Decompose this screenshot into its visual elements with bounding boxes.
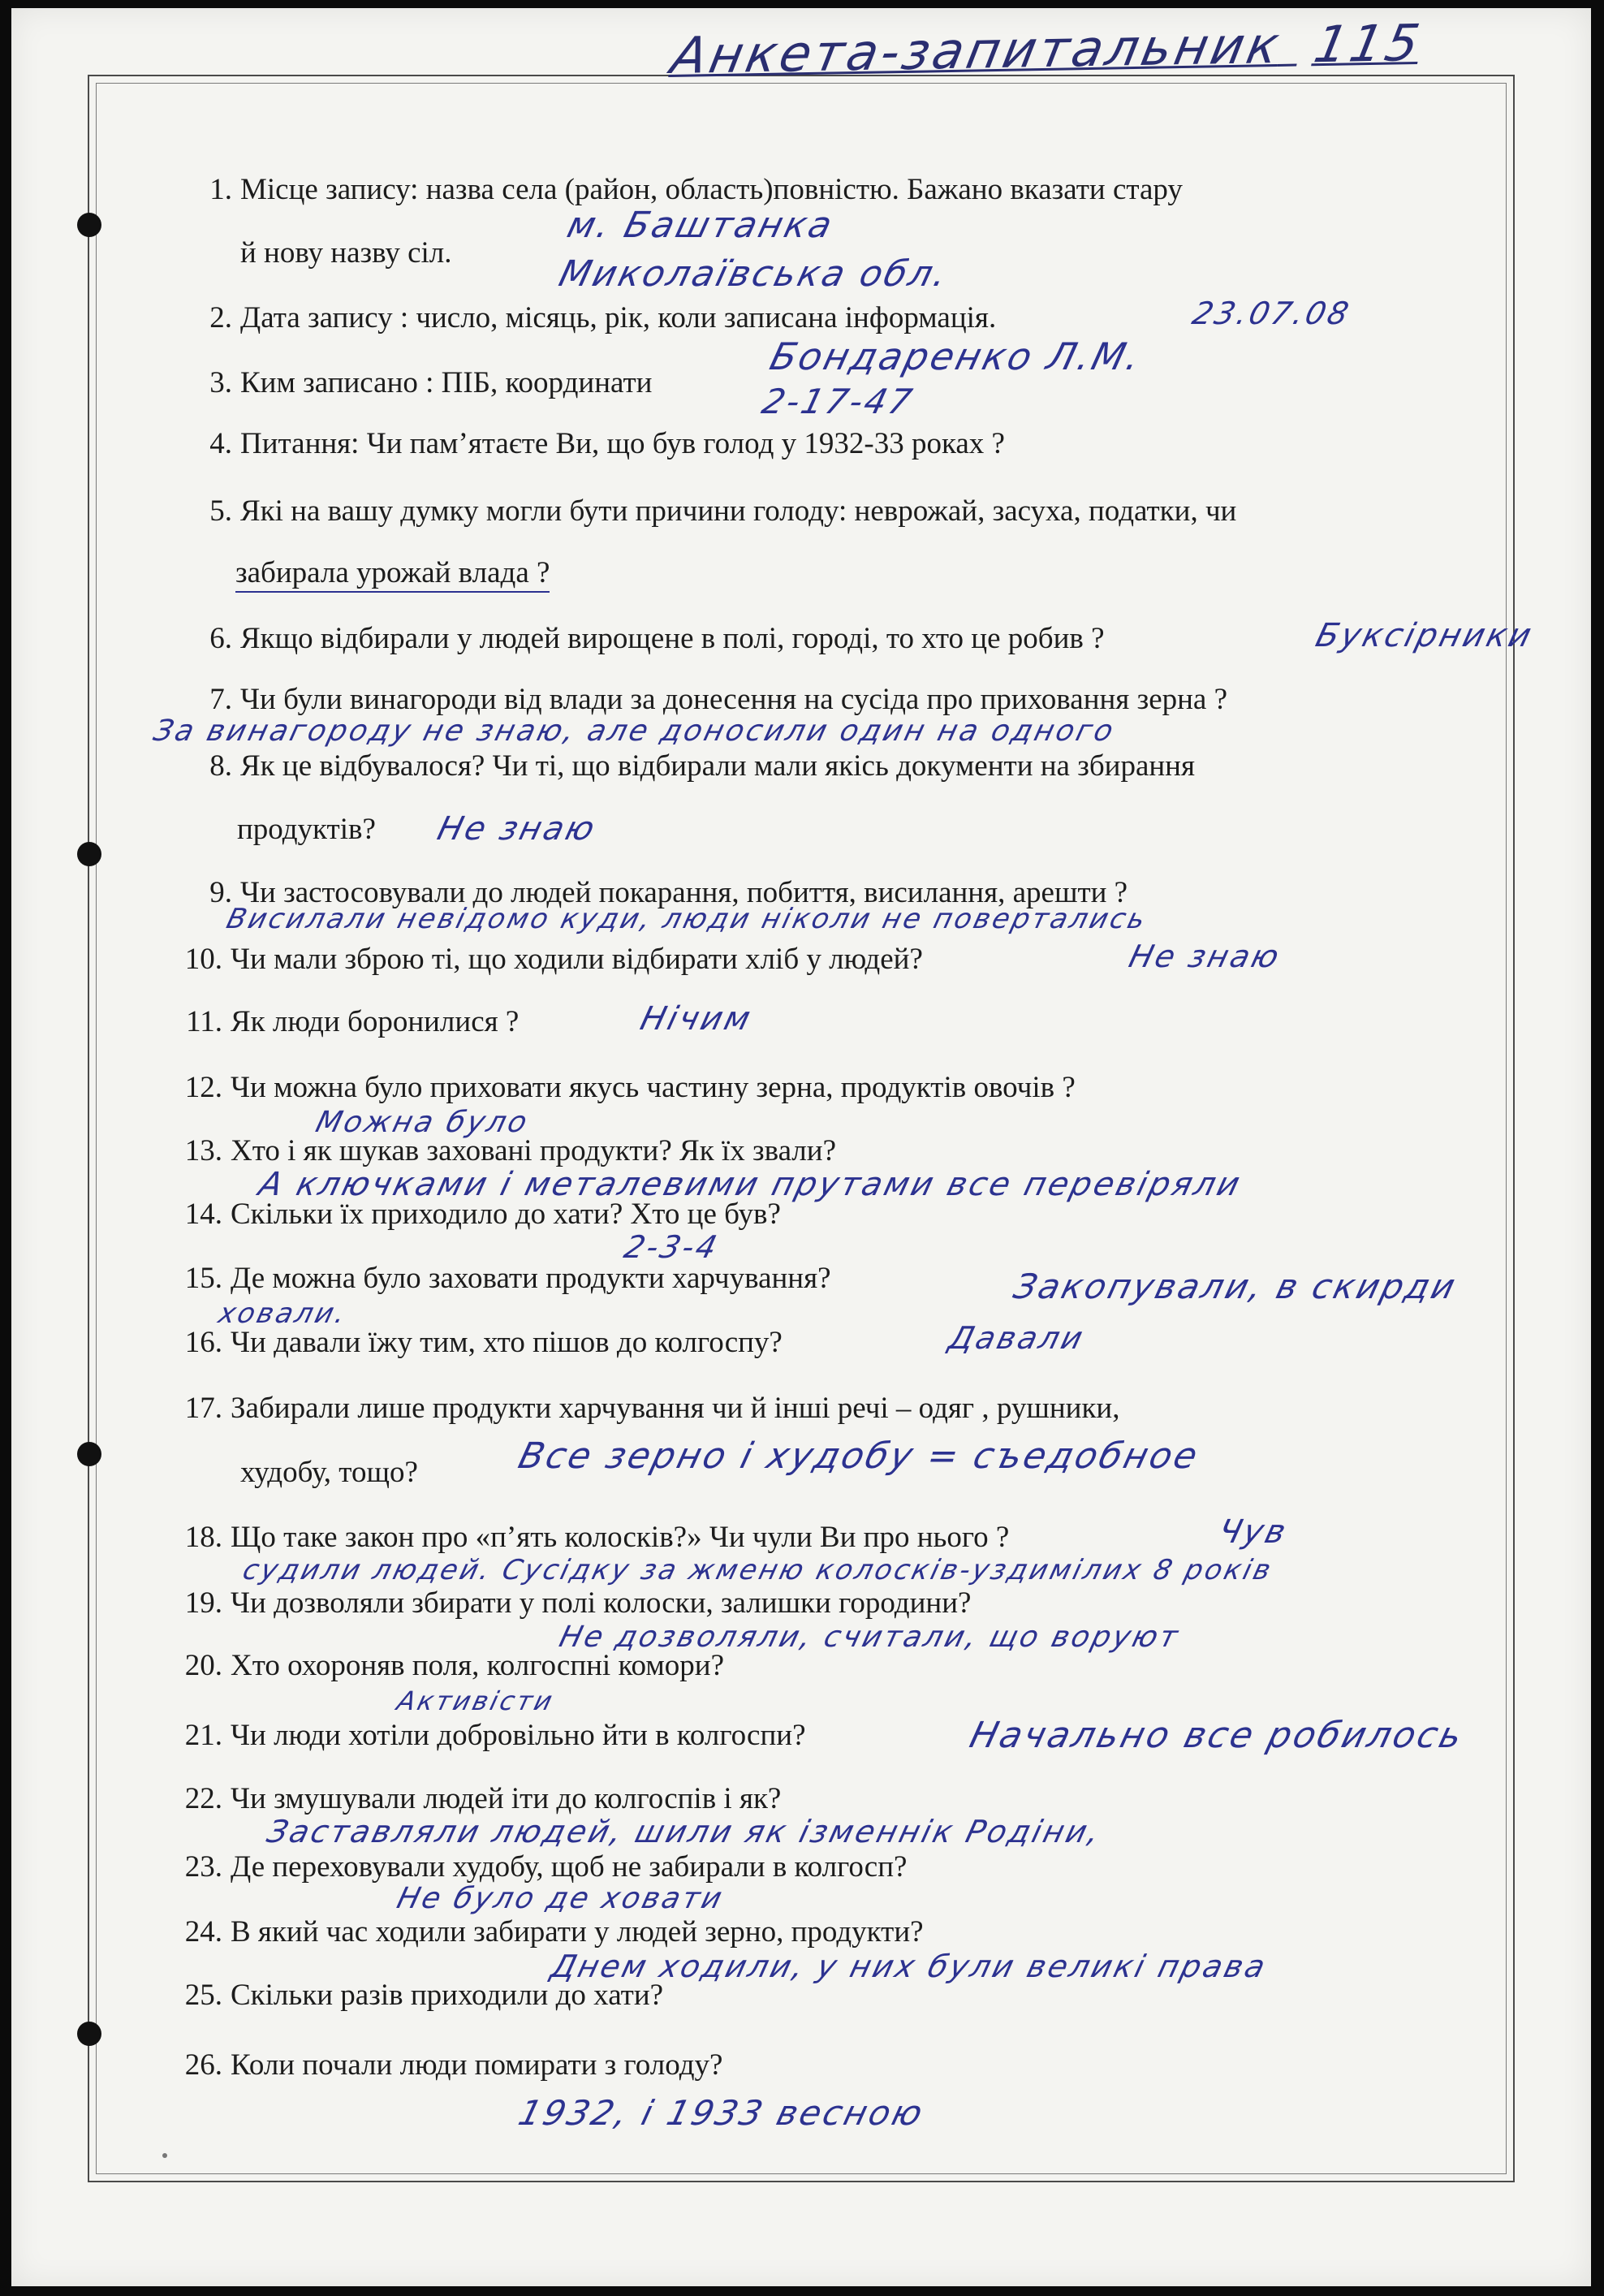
- form-number: 115: [1309, 12, 1428, 75]
- answer-1-region: Миколаївська обл.: [554, 253, 954, 295]
- answer-23: Не було де ховати: [393, 1882, 728, 1915]
- answer-15-line-2: ховали.: [215, 1297, 351, 1330]
- question-24: 24. В який час ходили забирати у людей зерно, продукти?: [184, 1915, 924, 1949]
- question-3: 3. Ким записано : ПІБ, координати: [209, 366, 653, 399]
- punch-hole: [77, 842, 101, 866]
- question-22: 22. Чи змушували людей іти до колгоспів і як?: [184, 1782, 782, 1815]
- form-title: Анкета-запитальник: [666, 15, 1287, 86]
- question-5: 5. Які на вашу думку могли бути причини голоду: неврожай, засуха, податки, чи: [209, 494, 1237, 528]
- question-13: 13. Хто і як шукав заховані продукти? Як їх звали?: [184, 1134, 836, 1167]
- answer-16: Давали: [945, 1320, 1089, 1356]
- question-7: 7. Чи були винагороди від влади за донесення на сусіда про приховання зерна ?: [209, 683, 1228, 716]
- ink-dot: [162, 2153, 167, 2158]
- question-1-line-2: й нову назву сіл.: [240, 236, 452, 270]
- answer-21: Начально все робилось: [965, 1715, 1469, 1756]
- answer-15: Закопували, в скирди: [1009, 1267, 1462, 1306]
- answer-19: Не дозволяли, считали, що воруют: [555, 1621, 1184, 1654]
- punch-hole: [77, 2022, 101, 2046]
- answer-7: За винагороду не знаю, але доносили один на одного: [149, 714, 1119, 748]
- answer-11: Нічим: [636, 1000, 757, 1038]
- answer-9: Висилали невідомо куди, люди ніколи не повертались: [223, 903, 1151, 935]
- question-10: 10. Чи мали зброю ті, що ходили відбирати хліб у людей?: [184, 943, 923, 976]
- punch-hole: [77, 213, 101, 237]
- answer-3-phone: 2-17-47: [757, 382, 919, 421]
- question-18: 18. Що таке закон про «п’ять колосків?» Чи чули Ви про нього ?: [184, 1521, 1010, 1554]
- answer-8: Не знаю: [433, 810, 601, 848]
- question-15: 15. Де можна було заховати продукти харчування?: [184, 1262, 831, 1295]
- question-20: 20. Хто охороняв поля, колгоспні комори?: [184, 1649, 724, 1682]
- answer-12: Можна було: [312, 1106, 533, 1139]
- question-9: 9. Чи застосовували до людей покарання, побиття, висилання, арешти ?: [209, 876, 1128, 909]
- question-12: 12. Чи можна було приховати якусь частину зерна, продуктів овочів ?: [184, 1071, 1076, 1104]
- answer-18-line-2: судили людей. Сусідку за жменю колосків-уздимілих 8 років: [239, 1554, 1277, 1586]
- question-1: 1. Місце запису: назва села (район, область)повністю. Бажано вказати стару: [209, 173, 1183, 206]
- question-16: 16. Чи давали їжу тим, хто пішов до колгоспу?: [184, 1326, 783, 1359]
- question-25: 25. Скільки разів приходили до хати?: [184, 1979, 664, 2012]
- answer-13: А ключками і металевими прутами все перевіряли: [255, 1166, 1246, 1203]
- question-19: 19. Чи дозволяли збирати у полі колоски, залишки городини?: [184, 1586, 972, 1620]
- answer-1-village: м. Баштанка: [563, 205, 839, 246]
- answer-14: 2-3-4: [620, 1229, 723, 1265]
- question-26: 26. Коли почали люди помирати з голоду?: [184, 2048, 723, 2082]
- punch-hole: [77, 1442, 101, 1466]
- answer-20: Активісти: [394, 1685, 558, 1716]
- question-4: 4. Питання: Чи пам’ятаєте Ви, що був голод у 1932-33 роках ?: [209, 427, 1005, 460]
- answer-10: Не знаю: [1125, 939, 1285, 974]
- question-17-line-2: худобу, тощо?: [240, 1456, 418, 1489]
- answer-3-name: Бондаренко Л.М.: [765, 334, 1148, 378]
- answer-18: Чув: [1214, 1513, 1292, 1551]
- question-11: 11. Як люди боронилися ?: [186, 1005, 520, 1038]
- question-8-line-2: продуктів?: [237, 813, 376, 846]
- question-5-line-2: забирала урожай влада ?: [235, 555, 550, 590]
- answer-22: Заставляли людей, шили як ізменнік Родіни,: [263, 1814, 1106, 1849]
- question-23: 23. Де переховували худобу, щоб не забирали в колгосп?: [184, 1850, 908, 1884]
- question-17: 17. Забирали лише продукти харчування чи й інші речі – одяг , рушники,: [184, 1392, 1120, 1425]
- answer-26: 1932, і 1933 весною: [514, 2093, 929, 2133]
- question-14: 14. Скільки їх приходило до хати? Хто це був?: [184, 1198, 781, 1231]
- question-6: 6. Якщо відбирали у людей вирощене в полі, городі, то хто це робив ?: [209, 622, 1105, 655]
- question-8: 8. Як це відбувалося? Чи ті, що відбирали мали якісь документи на збирання: [209, 749, 1195, 783]
- answer-17: Все зерно і худобу = съедобное: [514, 1435, 1205, 1477]
- answer-2-date: 23.07.08: [1188, 296, 1355, 331]
- question-2: 2. Дата запису : число, місяць, рік, коли записана інформація.: [209, 301, 997, 334]
- question-21: 21. Чи люди хотіли добровільно йти в колгоспи?: [184, 1719, 806, 1752]
- answer-6: Буксірники: [1312, 617, 1537, 654]
- answer-24: Днем ходили, у них були великі права: [547, 1949, 1271, 1984]
